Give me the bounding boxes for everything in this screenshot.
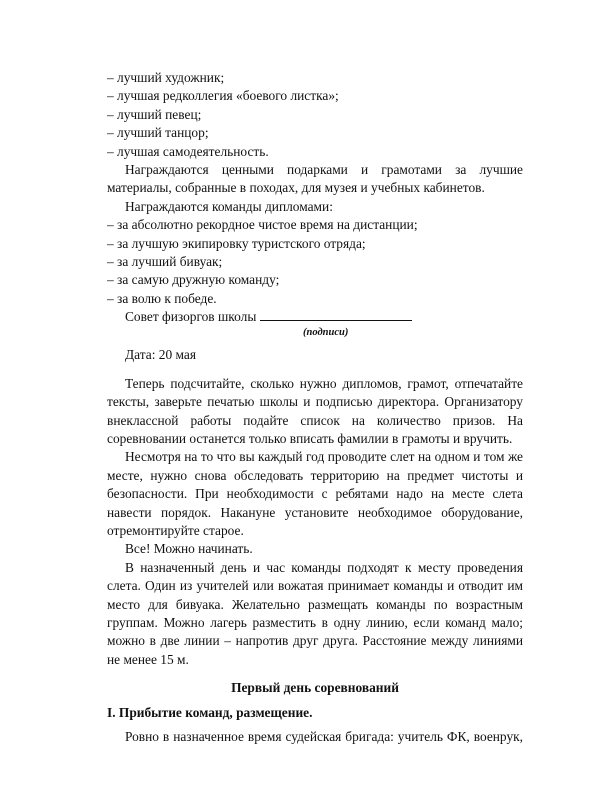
text-line: навести порядок. Накануне установите необходимое оборудование,: [107, 504, 523, 520]
text-line: внеклассной работы подайте список на количество призов. На: [107, 412, 523, 428]
text-line: место для бивуака. Желательно размещать команды по возрастным: [107, 596, 523, 612]
text-line: отремонтируйте старое.: [107, 522, 244, 538]
list-item: – за волю к победе.: [107, 290, 217, 306]
list-item: – за абсолютно рекордное чистое время на дистанции;: [107, 217, 418, 233]
paragraph-count: [107, 375, 523, 449]
text-line: месте, нужно снова обследовать территорию на предмет чистоты и: [107, 467, 523, 483]
list-item: – за лучший бивуак;: [107, 253, 223, 269]
section-title: Первый день соревнований: [231, 680, 399, 696]
text-line: слета. Один из учителей или вожатая принимает команды и отводит им: [107, 578, 523, 594]
text-line: можно в две линии – напротив друг друга. Расстояние между линиями: [107, 633, 523, 649]
text-line: Несмотря на то что вы каждый год проводите слет на одном и том же: [125, 449, 523, 465]
paragraph-site: [107, 448, 523, 540]
signature-label: Совет физоргов школы: [125, 309, 257, 325]
signature-line: [260, 308, 412, 321]
text-line: материалы, собранные в походах, для музея и учебных кабинетов.: [107, 180, 485, 196]
subsection-title: I. Прибытие команд, размещение.: [107, 704, 313, 720]
text-line: Награждаются ценными подарками и грамотами за лучшие: [125, 161, 523, 177]
paragraph-arrival: [107, 559, 523, 669]
text-line: В назначенный день и час команды подходят к месту проведения: [125, 559, 523, 575]
text-line: Ровно в назначенное время судейская бригада: учитель ФК, военрук,: [125, 728, 523, 744]
document-body: [107, 69, 523, 746]
text-line: тексты, заверьте печатью школы и подписью директора. Организатору: [107, 394, 523, 410]
list-item: – лучший певец;: [107, 106, 202, 122]
list-item: – лучший танцор;: [107, 125, 209, 141]
text-line: безопасности. При необходимости с ребятами надо на месте слета: [107, 486, 523, 502]
paragraph-gifts: [107, 161, 523, 198]
list-item: – лучшая самодеятельность.: [107, 143, 269, 159]
awards-list: [107, 69, 523, 161]
list-item: – за самую дружную команду;: [107, 272, 280, 288]
list-item: – лучшая редколлегия «боевого листка»;: [107, 88, 339, 104]
start-line: Все! Можно начинать.: [125, 541, 253, 557]
diplomas-list: [107, 216, 523, 308]
signature-block: [107, 308, 523, 326]
list-item: – лучший художник;: [107, 70, 225, 85]
list-item: – за лучшую экипировку туристского отряда;: [107, 235, 366, 251]
text-line: Теперь подсчитайте, сколько нужно дипломов, грамот, отпечатайте: [125, 375, 523, 391]
signature-note: (подписи): [303, 327, 349, 339]
text-line: не менее 15 м.: [107, 651, 189, 667]
text-line: соревновании останется только вписать фамилии в грамоты и вручить.: [107, 431, 513, 447]
text-line: группам. Можно лагерь разместить в одну линию, если команд мало;: [107, 614, 523, 630]
diplomas-intro: Награждаются команды дипломами:: [125, 198, 333, 214]
date-line: Дата: 20 мая: [125, 347, 196, 363]
